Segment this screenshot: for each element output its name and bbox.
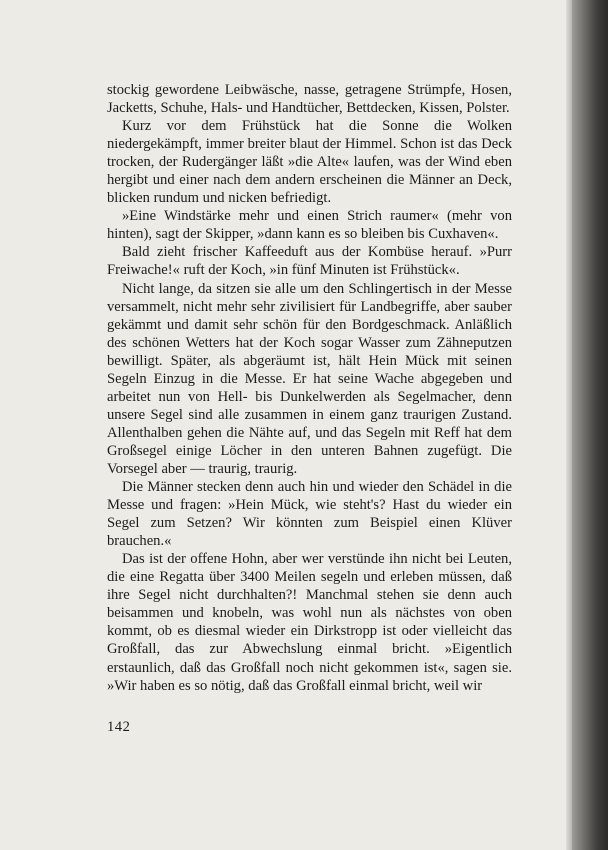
paragraph-4: Bald zieht frischer Kaffeeduft aus der Kombüse herauf. »Purr Freiwache!« ruft der Koch, »in fünf Minuten ist Frühstück«. [107, 244, 512, 279]
paragraph-6: Die Männer stecken denn auch hin und wieder den Schädel in die Messe und fragen: »Hein Mück, wie steht's? Hast du wieder ein Segel zum Setzen? Wir könnten zum Beispiel einen Klüver brauchen.« [107, 479, 512, 550]
paragraph-5: Nicht lange, da sitzen sie alle um den Schlingertisch in der Messe versammelt, nicht mehr sehr zivilisiert für Landbegriffe, aber sauber gekämmt und damit sehr schön für den Bordgeschmack. Anläßlich des schönen Wetters hat der Koch sogar Wasser zum Zähneputzen bewilligt. Später, als abgeräumt ist, hält Hein Mück mit seinen Segeln Einzug in die Messe. Er hat seine Wache abgegeben und arbeitet nun von Hell- bis Dunkelwerden als Segelmacher, denn unsere Segel sind alle zusammen in einem ganz traurigen Zustand. Allenthalben gehen die Nähte auf, und das Segeln mit Reff hat dem Großsegel einige Löcher in den unteren Bahnen zugefügt. Die Vorsegel aber — traurig, traurig. [107, 280, 512, 477]
paragraph-3: »Eine Windstärke mehr und einen Strich raumer« (mehr von hinten), sagt der Skipper, »dann kann es so bleiben bis Cuxhaven«. [107, 208, 512, 243]
book-gutter-shadow [572, 0, 608, 850]
paragraph-1: stockig gewordene Leibwäsche, nasse, getragene Strümpfe, Hosen, Jacketts, Schuhe, Hals- und Handtücher, Bettdecken, Kissen, Polster. [107, 82, 512, 117]
paragraph-7: Das ist der offene Hohn, aber wer verstünde ihn nicht bei Leuten, die eine Regatta über 3400 Meilen segeln und erleben müssen, daß ihre Segel nicht durchhalten?! Manchmal stehen sie denn auch beisammen und knobeln, was wohl nun als nächstes von oben kommt, ob es diesmal wieder ein Dirkstropp ist oder vielleicht das Großfall, das zur Abwechslung einmal bricht. »Eigentlich erstaunlich, daß das Großfall noch nicht gekommen ist«, sagen sie. »Wir haben es so nötig, daß das Großfall einmal bricht, weil wir [107, 551, 512, 694]
page-number: 142 [107, 719, 131, 735]
body-text [107, 81, 512, 695]
paragraph-2: Kurz vor dem Frühstück hat die Sonne die Wolken niedergekämpft, immer breiter blaut der Himmel. Schon ist das Deck trocken, der Rudergänger läßt »die Alte« laufen, was der Wind eben hergibt und einer nach dem andern erscheinen die Männer an Deck, blicken rundum und nicken befriedigt. [107, 118, 512, 207]
